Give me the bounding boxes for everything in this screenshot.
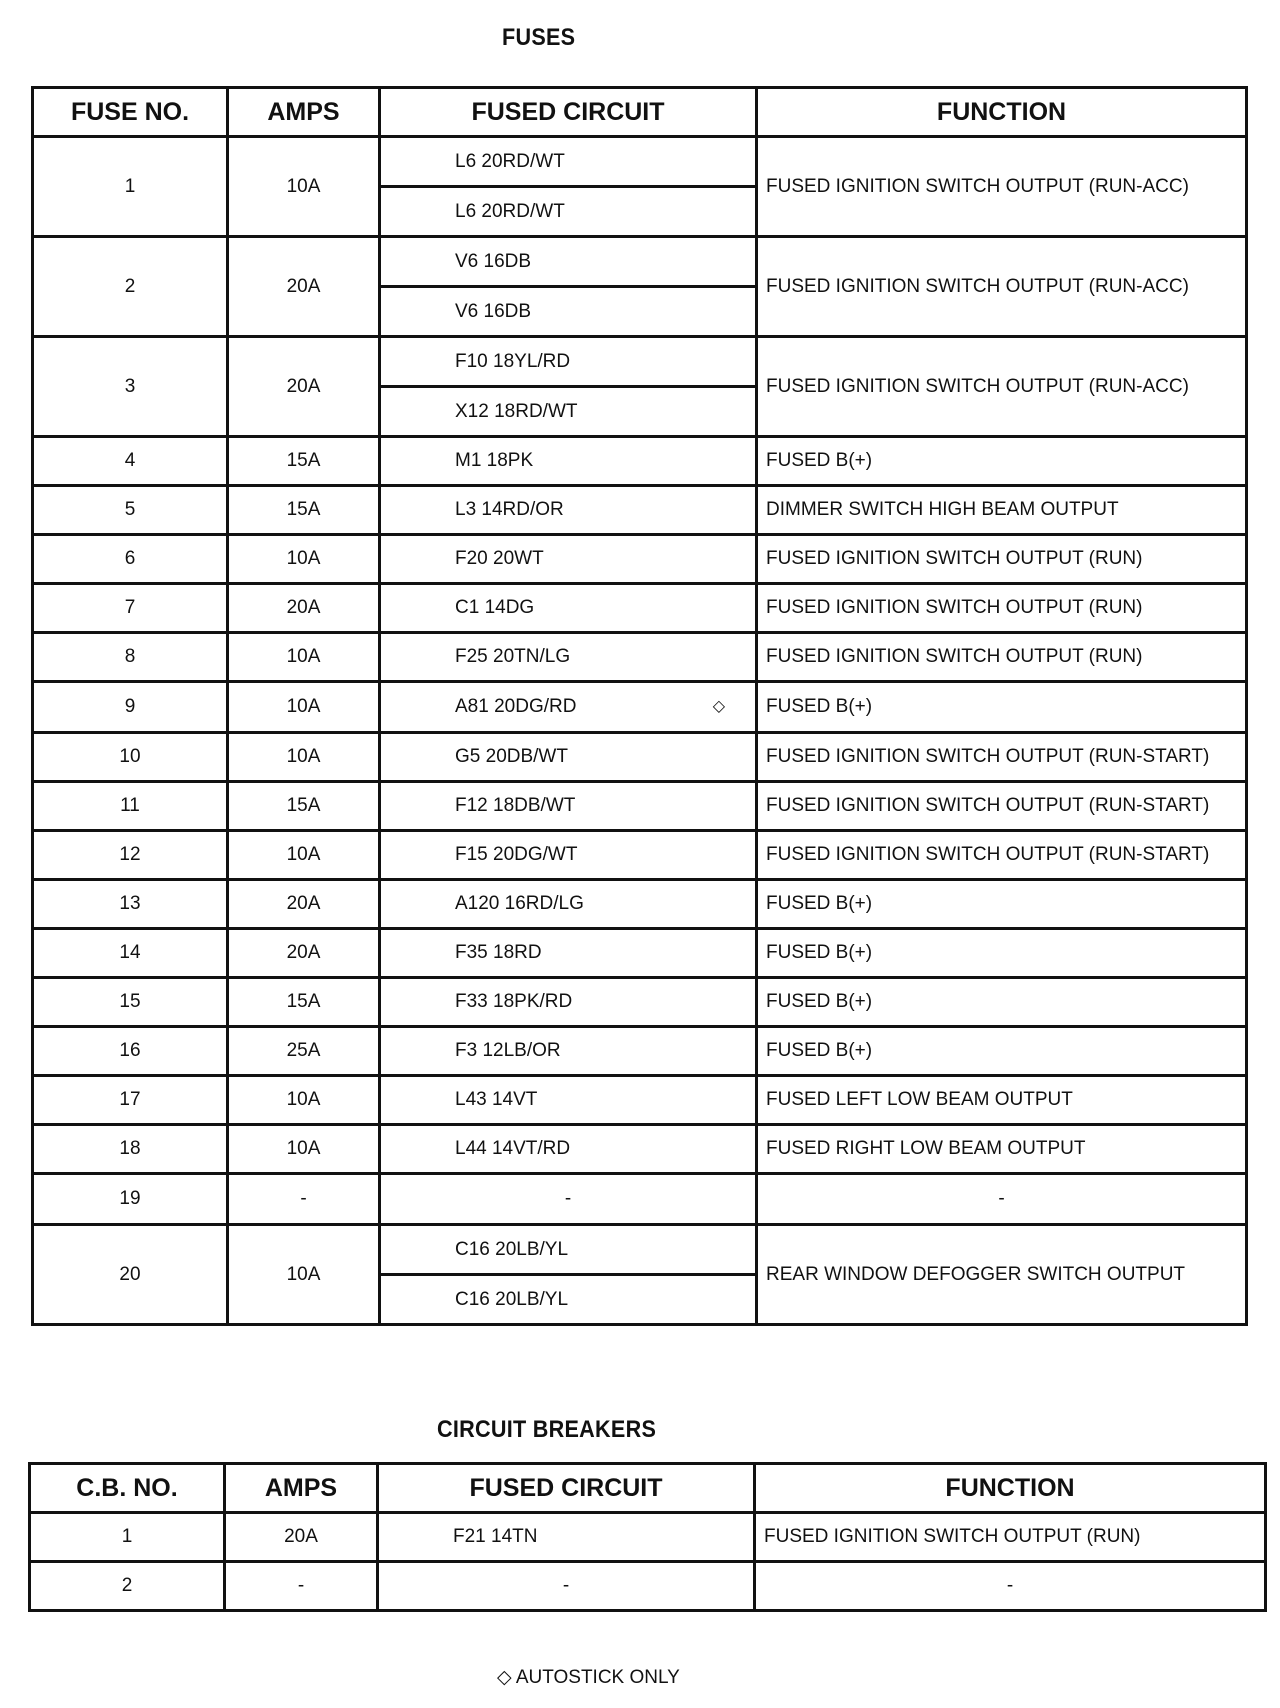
- fuse-number: 9: [33, 682, 228, 733]
- fused-circuit: F20 20WT: [455, 548, 544, 569]
- fuse-function: FUSED B(+): [757, 978, 1247, 1027]
- fuse-row: [33, 535, 1247, 584]
- fuse-function: FUSED B(+): [757, 929, 1247, 978]
- fuse-row: [33, 1125, 1247, 1174]
- cb-fused-circuit: F21 14TN: [378, 1513, 755, 1562]
- autostick-marker-icon: ◇: [712, 698, 725, 715]
- fused-circuit: V6 16DB: [455, 300, 532, 322]
- fuse-amps: 15A: [228, 978, 380, 1027]
- fuse-function: DIMMER SWITCH HIGH BEAM OUTPUT: [757, 486, 1247, 535]
- fuse-number: 6: [33, 535, 228, 584]
- fused-circuit: L43 14VT: [455, 1089, 538, 1110]
- fused-circuit: L6 20RD/WT: [455, 200, 565, 222]
- fuse-function: FUSED IGNITION SWITCH OUTPUT (RUN-ACC): [757, 337, 1247, 437]
- cb-number: 2: [30, 1562, 225, 1611]
- fuse-table: [31, 86, 1248, 1326]
- cb-function: -: [755, 1562, 1266, 1611]
- fused-circuit: V6 16DB: [381, 238, 755, 288]
- fused-circuit: F15 20DG/WT: [455, 844, 578, 865]
- fused-circuit-cell: [380, 733, 757, 782]
- circuit-breakers-title: CIRCUIT BREAKERS: [437, 1416, 657, 1443]
- fuse-function: FUSED IGNITION SWITCH OUTPUT (RUN): [757, 535, 1247, 584]
- fuse-function: FUSED LEFT LOW BEAM OUTPUT: [757, 1076, 1247, 1125]
- fuse-amps: 10A: [228, 1225, 380, 1325]
- fuse-number: 5: [33, 486, 228, 535]
- fuses-title: FUSES: [502, 24, 576, 51]
- fuse-row: [33, 237, 1247, 337]
- fuse-number: 14: [33, 929, 228, 978]
- fuse-amps: 10A: [228, 1125, 380, 1174]
- cb-fused-circuit: -: [378, 1562, 755, 1611]
- fuse-amps: 10A: [228, 535, 380, 584]
- fuse-amps: 10A: [228, 633, 380, 682]
- fuse-amps: 15A: [228, 782, 380, 831]
- fuse-amps: 10A: [228, 733, 380, 782]
- fuse-amps: 15A: [228, 486, 380, 535]
- fused-circuit-cell: [380, 1125, 757, 1174]
- fuse-number: 11: [33, 782, 228, 831]
- fused-circuit: F33 18PK/RD: [455, 991, 573, 1012]
- fuse-amps: 20A: [228, 337, 380, 437]
- fuse-number: 15: [33, 978, 228, 1027]
- fuse-number: 1: [33, 137, 228, 237]
- fuse-amps: -: [228, 1174, 380, 1225]
- cb-row: [30, 1513, 1266, 1562]
- fused-circuit: F3 12LB/OR: [455, 1040, 561, 1061]
- fused-circuit-cell: [380, 1225, 757, 1325]
- circuit-breaker-table: [28, 1462, 1267, 1612]
- fused-circuit: M1 18PK: [455, 450, 534, 471]
- fuse-number: 16: [33, 1027, 228, 1076]
- header-cb-no: C.B. NO.: [30, 1464, 225, 1513]
- header-cb-fused-circuit: FUSED CIRCUIT: [378, 1464, 755, 1513]
- header-function: FUNCTION: [757, 88, 1247, 137]
- autostick-footnote: ◇ AUTOSTICK ONLY: [497, 1667, 680, 1688]
- fuse-row: [33, 880, 1247, 929]
- fuse-function: FUSED B(+): [757, 682, 1247, 733]
- fuse-function: -: [757, 1174, 1247, 1225]
- fused-circuit: F10 18YL/RD: [381, 338, 755, 388]
- fuse-number: 4: [33, 437, 228, 486]
- fused-circuit: C16 20LB/YL: [455, 1288, 569, 1310]
- header-fuse-no: FUSE NO.: [33, 88, 228, 137]
- fuse-function: FUSED RIGHT LOW BEAM OUTPUT: [757, 1125, 1247, 1174]
- fused-circuit-cell: [380, 237, 757, 337]
- fused-circuit-cell: [380, 682, 757, 733]
- fused-circuit: F12 18DB/WT: [455, 795, 576, 816]
- fuse-amps: 25A: [228, 1027, 380, 1076]
- fused-circuit-cell: [380, 633, 757, 682]
- fuse-function: FUSED IGNITION SWITCH OUTPUT (RUN): [757, 584, 1247, 633]
- fuse-number: 18: [33, 1125, 228, 1174]
- fuse-number: 12: [33, 831, 228, 880]
- fused-circuit: A81 20DG/RD: [455, 696, 577, 717]
- fuse-row: [33, 682, 1247, 733]
- cb-table-header-row: [30, 1464, 1266, 1513]
- fuse-number: 20: [33, 1225, 228, 1325]
- fuse-number: 3: [33, 337, 228, 437]
- fuse-row: [33, 1225, 1247, 1325]
- fuse-function: FUSED B(+): [757, 437, 1247, 486]
- fuse-row: [33, 1027, 1247, 1076]
- fused-circuit: C1 14DG: [455, 597, 535, 618]
- fuse-amps: 10A: [228, 137, 380, 237]
- fuse-amps: 10A: [228, 682, 380, 733]
- fuse-row: [33, 929, 1247, 978]
- fuse-amps: 10A: [228, 831, 380, 880]
- fused-circuit-cell: [380, 1076, 757, 1125]
- cb-amps: 20A: [225, 1513, 378, 1562]
- fuse-row: [33, 633, 1247, 682]
- fuse-number: 7: [33, 584, 228, 633]
- header-amps: AMPS: [228, 88, 380, 137]
- fused-circuit: A120 16RD/LG: [455, 893, 584, 914]
- fuse-row: [33, 584, 1247, 633]
- fused-circuit-cell: [380, 978, 757, 1027]
- cb-function: FUSED IGNITION SWITCH OUTPUT (RUN): [755, 1513, 1266, 1562]
- fuse-amps: 20A: [228, 237, 380, 337]
- fuse-row: [33, 831, 1247, 880]
- fused-circuit: G5 20DB/WT: [455, 746, 568, 767]
- fuse-number: 13: [33, 880, 228, 929]
- fuse-row: [33, 437, 1247, 486]
- fused-circuit: L44 14VT/RD: [455, 1138, 571, 1159]
- fuse-number: 10: [33, 733, 228, 782]
- fused-circuit-cell: [380, 929, 757, 978]
- fused-circuit: L3 14RD/OR: [455, 499, 564, 520]
- fuse-function: FUSED IGNITION SWITCH OUTPUT (RUN-START): [757, 782, 1247, 831]
- fused-circuit-cell: [380, 337, 757, 437]
- fuse-number: 17: [33, 1076, 228, 1125]
- fuse-row: [33, 733, 1247, 782]
- fuse-row: [33, 337, 1247, 437]
- fuse-number: 8: [33, 633, 228, 682]
- fuse-number: 2: [33, 237, 228, 337]
- fused-circuit-cell: [380, 1027, 757, 1076]
- fuse-number: 19: [33, 1174, 228, 1225]
- header-fused-circuit: FUSED CIRCUIT: [380, 88, 757, 137]
- fused-circuit: F35 18RD: [455, 942, 542, 963]
- fuse-function: FUSED IGNITION SWITCH OUTPUT (RUN-ACC): [757, 137, 1247, 237]
- fuse-function: FUSED IGNITION SWITCH OUTPUT (RUN-ACC): [757, 237, 1247, 337]
- fuse-row: [33, 1174, 1247, 1225]
- fused-circuit-cell: [380, 535, 757, 584]
- fused-circuit: -: [564, 1188, 572, 1209]
- fuse-function: FUSED IGNITION SWITCH OUTPUT (RUN-START): [757, 831, 1247, 880]
- fuse-function: FUSED B(+): [757, 880, 1247, 929]
- fuse-table-header-row: [33, 88, 1247, 137]
- fuse-amps: 20A: [228, 929, 380, 978]
- header-cb-function: FUNCTION: [755, 1464, 1266, 1513]
- fused-circuit-cell: [380, 1174, 757, 1225]
- fused-circuit: X12 18RD/WT: [455, 400, 578, 422]
- fused-circuit-cell: [380, 486, 757, 535]
- fused-circuit-cell: [380, 831, 757, 880]
- fuse-row: [33, 486, 1247, 535]
- fuse-row: [33, 978, 1247, 1027]
- fuse-function: REAR WINDOW DEFOGGER SWITCH OUTPUT: [757, 1225, 1247, 1325]
- fused-circuit: L6 20RD/WT: [381, 138, 755, 188]
- fused-circuit-cell: [380, 437, 757, 486]
- fused-circuit: C16 20LB/YL: [381, 1226, 755, 1276]
- cb-amps: -: [225, 1562, 378, 1611]
- header-cb-amps: AMPS: [225, 1464, 378, 1513]
- fused-circuit-cell: [380, 782, 757, 831]
- fuse-amps: 15A: [228, 437, 380, 486]
- fused-circuit-cell: [380, 584, 757, 633]
- fuse-amps: 10A: [228, 1076, 380, 1125]
- fused-circuit-cell: [380, 880, 757, 929]
- cb-row: [30, 1562, 1266, 1611]
- fuse-row: [33, 782, 1247, 831]
- fuse-amps: 20A: [228, 880, 380, 929]
- fuse-row: [33, 1076, 1247, 1125]
- fuse-function: FUSED IGNITION SWITCH OUTPUT (RUN-START): [757, 733, 1247, 782]
- fuse-amps: 20A: [228, 584, 380, 633]
- fuse-row: [33, 137, 1247, 237]
- fused-circuit: F25 20TN/LG: [455, 646, 571, 667]
- cb-number: 1: [30, 1513, 225, 1562]
- fuse-function: FUSED B(+): [757, 1027, 1247, 1076]
- fused-circuit-cell: [380, 137, 757, 237]
- fuse-function: FUSED IGNITION SWITCH OUTPUT (RUN): [757, 633, 1247, 682]
